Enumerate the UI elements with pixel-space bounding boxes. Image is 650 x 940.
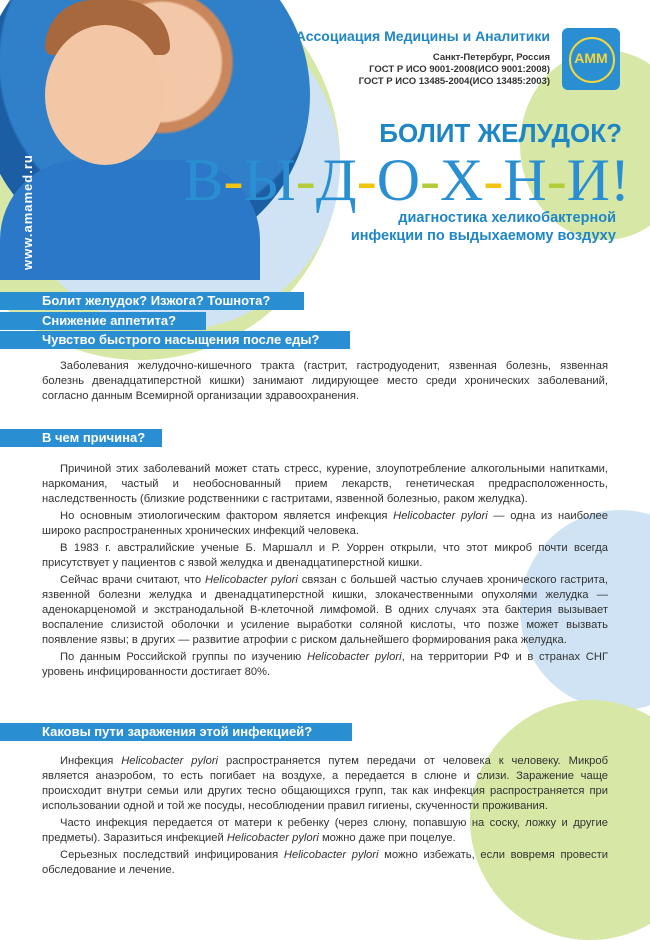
site-url[interactable] (12, 120, 52, 270)
org-details (280, 52, 550, 88)
site-url-text: www.amamed.ru (20, 154, 35, 270)
subheadline-line-2: инфекции по выдыхаемому воздуху (350, 228, 616, 244)
text-run: Часто инфекция передается от матери к ребенку (через слюну, попавшую на соску, ложку и другие предметы). Заразиться инфекцией (42, 817, 608, 844)
section2-paragraph-4 (42, 573, 608, 648)
logo-text: АММ (574, 50, 608, 66)
org-logo (562, 28, 620, 90)
section3-bar: Каковы пути заражения этой инфекцией? (0, 723, 352, 741)
subheadline (270, 209, 616, 245)
section2-paragraph-1: Причиной этих заболеваний может стать стресс, курение, злоупотребление алкогольными напитками, наркомания, частый и необоснованный прием лекарств, генетическая предрасположенность, наследственность (близкие родственники с гастритами, язвенной болезнью, раком желудка). (42, 463, 608, 505)
big-word-letter: В (183, 147, 224, 213)
text-run: можно даже при поцелуе. (318, 832, 456, 844)
text-run: По данным Российской группы по изучению (60, 651, 307, 663)
section1-bar-2: Снижение аппетита? (0, 312, 206, 330)
section2-text (42, 462, 608, 680)
section3-paragraph-2 (42, 816, 608, 846)
big-word-letter: Ы (243, 147, 296, 213)
text-run: Сейчас врачи считают, что (60, 574, 206, 586)
text-run-italic: Helicobacter pylori (283, 849, 379, 861)
text-run-italic: Helicobacter pylori (205, 574, 298, 586)
big-word-letter: Н (503, 147, 547, 213)
org-gost-2: ГОСТ Р ИСО 13485-2004(ИСО 13485:2003) (358, 76, 550, 87)
section2-paragraph-3: В 1983 г. австралийские ученые Б. Маршалл и Р. Уоррен открыли, что этот микроб почти всегда присутствует у пациентов с язвой желудка и двенадцатиперстной кишки. (42, 542, 608, 569)
big-word-exclaim: ! (610, 147, 630, 213)
big-word-letter: Х (440, 147, 484, 213)
text-run: Инфекция (60, 755, 122, 767)
subheadline-line-1: диагностика хеликобактерной (398, 210, 616, 226)
org-city: Санкт-Петербург, Россия (432, 52, 550, 63)
text-run: , на территории РФ и в странах СНГ уровень инфицированности достигает 80%. (42, 651, 609, 678)
section1-paragraph: Заболевания желудочно-кишечного тракта (гастрит, гастродуоденит, язвенная болезнь, язвенная болезнь двенадцатиперстной кишки) занимают лидирующее место среди хронических заболеваний, согласно данным Всемирной организации здравоохранения. (42, 360, 608, 402)
section2-paragraph-5 (42, 650, 608, 680)
text-run: — одна из наиболее широко распространенных хронических инфекций человека. (42, 510, 608, 537)
text-run: можно избежать, если вовремя провести обследование и лечение. (42, 849, 608, 876)
section2-bar: В чем причина? (0, 429, 162, 447)
org-name: Ассоциация Медицины и Аналитики (295, 28, 550, 44)
section1-bar-3: Чувство быстрого насыщения после еды? (0, 331, 350, 349)
text-run-italic: Helicobacter pylori (226, 832, 319, 844)
section3-paragraph-1 (42, 754, 608, 814)
text-run-italic: Helicobacter pylori (306, 651, 402, 663)
section2-paragraph-2 (42, 509, 608, 539)
text-run: Но основным этиологическим фактором является инфекция (60, 510, 394, 522)
headline: БОЛИТ ЖЕЛУДОК? (379, 118, 622, 148)
big-word-letter: И (566, 147, 611, 213)
org-gost-1: ГОСТ Р ИСО 9001-2008(ИСО 9001:2008) (369, 64, 550, 75)
boy-face (45, 25, 165, 165)
section3-paragraph-3 (42, 848, 608, 878)
big-word-letter: Д (315, 147, 357, 213)
section1-bar-1: Болит желудок? Изжога? Тошнота? (0, 292, 304, 310)
section3-text (42, 754, 608, 878)
text-run-italic: Helicobacter pylori (121, 755, 219, 767)
text-run: связан с большей частью случаев хронического гастрита, язвенной болезни желудка и двенадцатиперстной кишки, злокачественными опухолями желудка — аденокарценомой и экстранодальной В-клеточной лимфомой. В одних случаях эта бактерия вызывает воспаление слизистой оболочки и усиление выработки соляной кислоты, что позже может вызвать появление язвы; в других — развитие атрофии с риском дальнейшего формирования рака желудка. (42, 574, 608, 646)
big-word-letter: О (376, 147, 421, 213)
text-run: Серьезных последствий инфицирования (60, 849, 284, 861)
section1-text (42, 359, 608, 404)
text-run-italic: Helicobacter pylori (393, 510, 488, 522)
text-run: распространяется путем передачи от человека к человеку. Микроб является анаэробом, то есть погибает на воздухе, а передается в слюне и слизи. Заражение чаще происходит внутри семьи или других тесно общающихся групп, так как инфекция распространяется при использовании одной и той же посуды, несоблюдении правил гигиены, скученности проживания. (42, 755, 608, 812)
big-word: В-Ы-Д-О-Х-Н-И! (183, 147, 630, 213)
